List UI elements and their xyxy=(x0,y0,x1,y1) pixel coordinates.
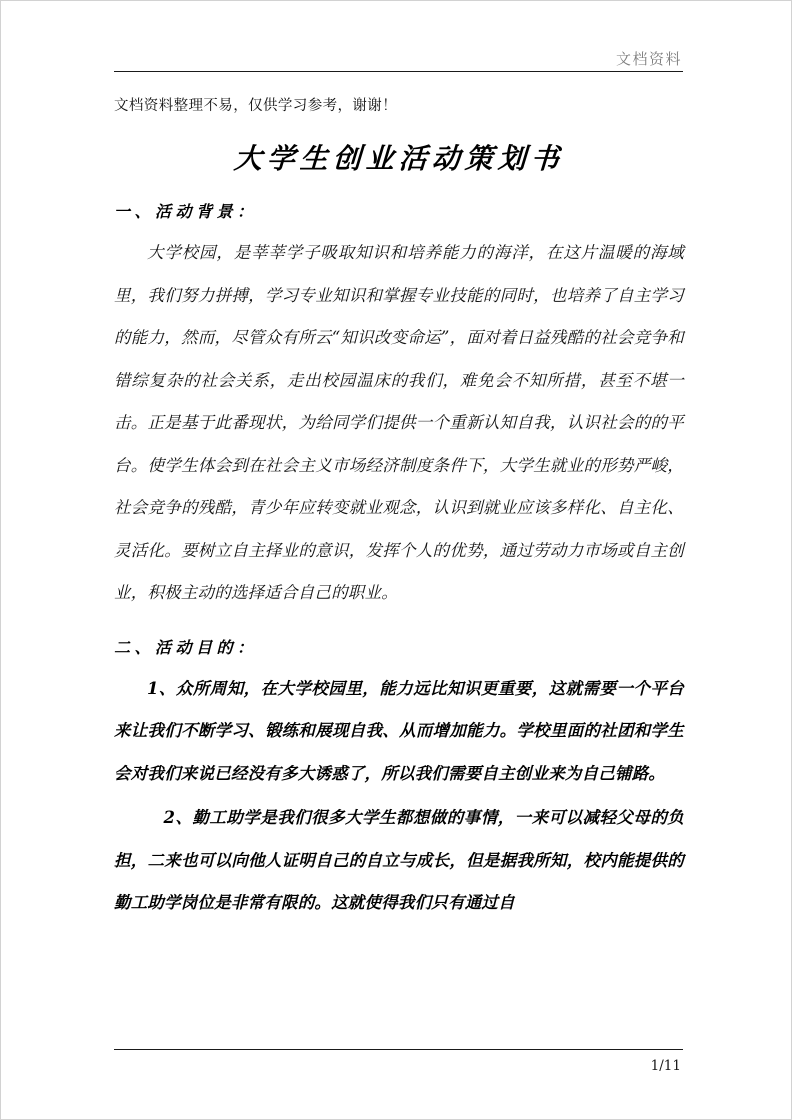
header-divider xyxy=(114,71,683,72)
paragraph-purpose-1: 1、众所周知，在大学校园里，能力远比知识更重要，这就需要一个平台来让我们不断学习、锻练和展现自我、从而增加能力。学校里面的社团和学生会对我们来说已经没有多大诱惑了，所以我们需要自主创业来为自己铺路。 xyxy=(114,678,684,783)
page-number: 1/11 xyxy=(650,1058,681,1074)
paragraph-background-1: 大学校园，是莘莘学子吸取知识和培养能力的海洋，在这片温暖的海域里，我们努力拼搏，学习专业知识和掌握专业技能的同时，也培养了自主学习的能力，然而，尽管众有所云“知识改变命运”，面对着日益残酷的社会竞争和错综复杂的社会关系，走出校园温床的我们，难免会不知所措，甚至不堪一击。正是基于此番现状，为给同学们提供一个重新认知自我，认识社会的的平台。使学生体会到在社会主义市场经济制度条件下，大学生就业的形势严峻，社会竞争的残酷，青少年应转变就业观念，认识到就业应该多样化、自主化、灵活化。要树立自主择业的意识，发挥个人的优势，通过劳动力市场或自主创业，积极主动的选择适合自己的职业。 xyxy=(114,243,684,602)
page-header xyxy=(114,49,683,72)
page-title: 大学生创业活动策划书 xyxy=(233,142,565,175)
header-label: 文档资料 xyxy=(615,50,682,68)
paragraph-purpose-2: 2、勤工助学是我们很多大学生都想做的事情，一来可以减轻父母的负担，二来也可以向他人证明自己的自立与成长，但是据我所知，校内能提供的勤工助学岗位是非常有限的。这就使得我们只有通过自 xyxy=(114,808,684,912)
notice-line: 文档资料整理不易，仅供学习参考，谢谢！ xyxy=(114,98,398,114)
page-footer xyxy=(114,1049,683,1077)
document-body xyxy=(114,93,684,927)
section-heading-purpose: 二、活动目的： xyxy=(114,637,258,657)
section-heading-background: 一、活动背景： xyxy=(114,202,258,221)
footer-divider xyxy=(114,1049,683,1050)
